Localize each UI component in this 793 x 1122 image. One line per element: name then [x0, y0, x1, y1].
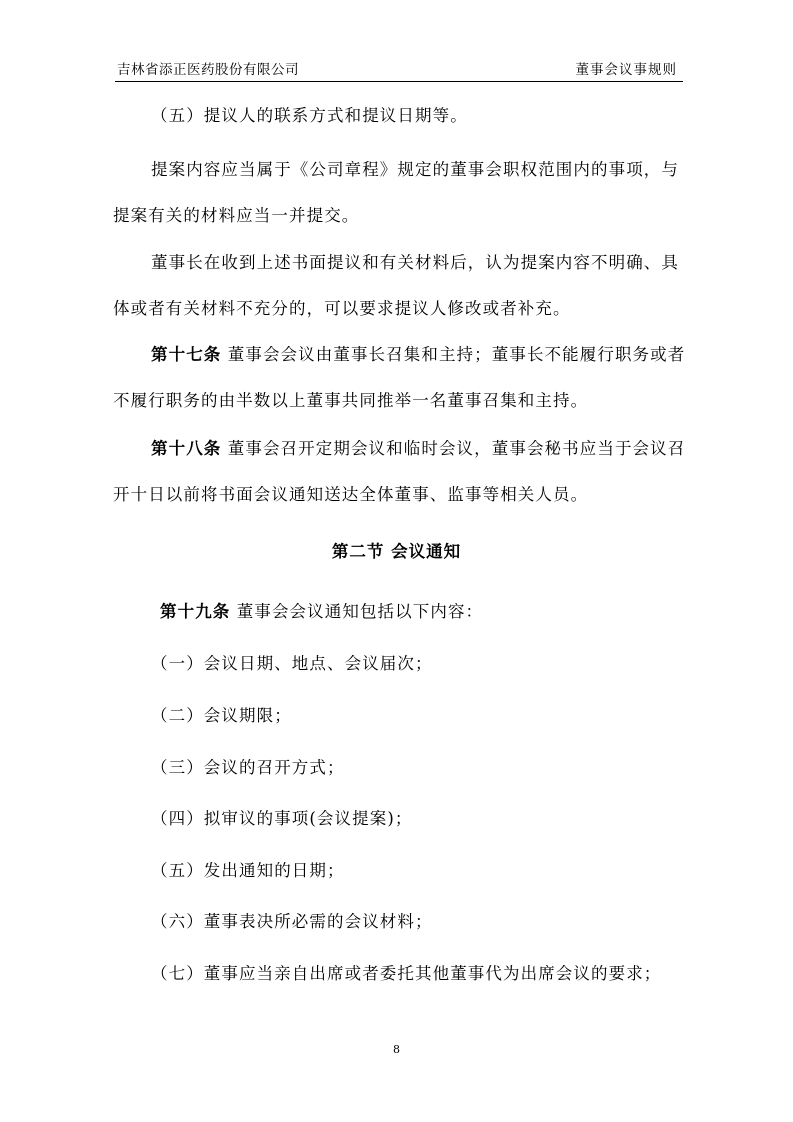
list-item: （一）会议日期、地点、会议届次； — [151, 654, 433, 673]
paragraph-proposer-contact: （五）提议人的联系方式和提议日期等。 — [151, 106, 468, 125]
list-item: （二）会议期限； — [151, 706, 292, 725]
document-title: 董事会议事规则 — [575, 62, 677, 78]
paragraph-proposal-content: 提案内容应当属于《公司章程》规定的董事会职权范围内的事项，与提案有关的材料应当一并提交。 — [113, 160, 679, 225]
article-17-label: 第十七条 — [151, 345, 222, 364]
section-title: 第二节 会议通知 — [331, 542, 462, 561]
list-item: （四）拟审议的事项(会议提案)； — [151, 809, 413, 828]
company-name: 吉林省添正医药股份有限公司 — [117, 62, 299, 78]
list-item: （三）会议的召开方式； — [151, 758, 345, 777]
list-item: （七）董事应当亲自出席或者委托其他董事代为出席会议的要求； — [151, 964, 662, 983]
article-17-text: 董事会会议由董事长召集和主持；董事长不能履行职务或者不履行职务的由半数以上董事共同推举一名董事召集和主持。 — [113, 345, 686, 410]
page-number: 8 — [393, 1043, 400, 1056]
list-item: （五）发出通知的日期； — [151, 861, 345, 880]
article-19-label: 第十九条 — [160, 602, 231, 621]
list-item: （六）董事表决所必需的会议材料； — [151, 912, 433, 931]
article-17 — [113, 332, 686, 424]
article-18 — [113, 426, 686, 518]
article-19 — [160, 598, 483, 622]
article-18-text: 董事会召开定期会议和临时会议，董事会秘书应当于会议召开十日以前将书面会议通知送达全体董事、监事等相关人员。 — [113, 439, 686, 504]
header-divider — [115, 81, 683, 82]
page-header — [115, 58, 683, 80]
article-19-text: 董事会会议通知包括以下内容： — [230, 602, 484, 621]
article-18-label: 第十八条 — [151, 439, 222, 458]
paragraph-chairman-review: 董事长在收到上述书面提议和有关材料后，认为提案内容不明确、具体或者有关材料不充分的，可以要求提议人修改或者补充。 — [113, 253, 679, 318]
